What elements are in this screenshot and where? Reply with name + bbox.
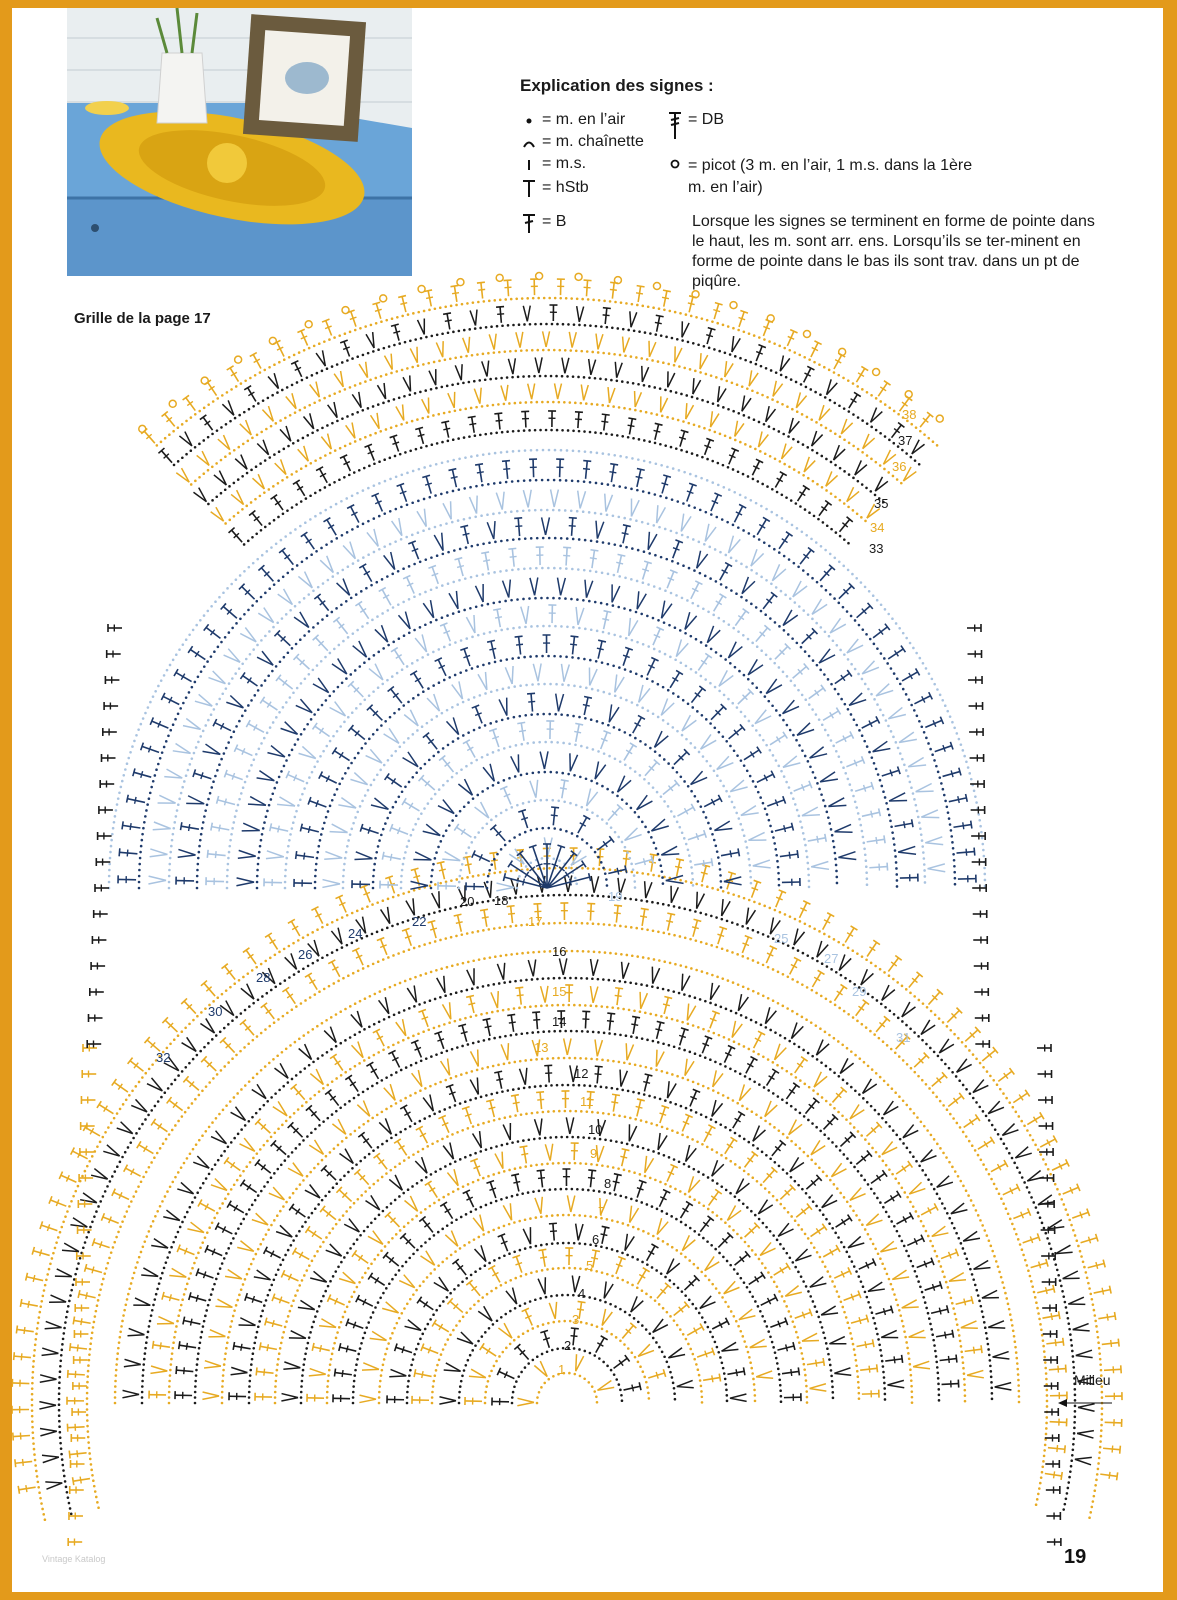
round-label: 27 xyxy=(824,951,839,966)
crochet-chart xyxy=(12,8,1163,1592)
round-label: 2 xyxy=(564,1338,572,1353)
round-label: 16 xyxy=(552,944,567,959)
round-label: 28 xyxy=(256,970,271,985)
grid-caption: Grille de la page 17 xyxy=(74,310,211,327)
round-label: 30 xyxy=(208,1004,223,1019)
watermark: Vintage Katalog xyxy=(42,1554,106,1564)
round-label: 19 xyxy=(608,889,623,904)
legend-item-ms: = m.s. xyxy=(520,154,586,174)
round-label: 11 xyxy=(580,1094,594,1109)
round-label: 24 xyxy=(348,926,363,941)
round-label: 5 xyxy=(586,1258,594,1273)
milieu-arrow-icon xyxy=(1058,1398,1114,1408)
round-label: 8 xyxy=(604,1176,612,1191)
round-label: 9 xyxy=(590,1146,598,1161)
round-label: 6 xyxy=(592,1232,600,1247)
legend-item-picot: = picot (3 m. en l’air, 1 m.s. dans la 1ère xyxy=(666,156,972,176)
round-label: 20 xyxy=(460,894,475,909)
round-label: 4 xyxy=(578,1286,586,1301)
legend-item-picot-cont: m. en l’air) xyxy=(688,179,763,196)
round-label: 29 xyxy=(852,984,867,999)
round-label: 18 xyxy=(494,893,509,908)
round-label: 34 xyxy=(870,520,885,535)
legend-title: Explication des signes : xyxy=(520,76,714,95)
round-label: 1 xyxy=(558,1362,566,1377)
pattern-page xyxy=(12,8,1163,1592)
round-label: 3 xyxy=(572,1312,580,1327)
round-label: 25 xyxy=(774,931,789,946)
legend-item-b: = B xyxy=(520,212,566,232)
round-label: 15 xyxy=(552,984,567,999)
round-label: 31 xyxy=(896,1030,911,1045)
page-number: 19 xyxy=(1064,1546,1087,1568)
round-label: 10 xyxy=(588,1122,603,1137)
round-label: 36 xyxy=(892,459,907,474)
round-label: 12 xyxy=(574,1066,589,1081)
legend-item-db: = DB xyxy=(666,110,724,140)
legend-note: Lorsque les signes se terminent en forme de pointe dans le haut, les m. sont arr. ens. Lorsqu’ils se ter-minent en forme de pointe dans le bas ils sont trav. dans un pt de piqûre. xyxy=(692,213,1095,290)
legend-item-slip: = m. chaînette xyxy=(520,132,644,152)
round-label: 22 xyxy=(412,914,427,929)
lower-motif xyxy=(12,848,1122,1546)
round-label: 38 xyxy=(902,407,917,422)
legend-item-hstb: = hStb xyxy=(520,178,589,198)
round-label: 17 xyxy=(528,914,543,929)
round-label: 14 xyxy=(552,1014,567,1029)
legend-item-chain: = m. en l’air xyxy=(520,110,625,130)
round-label: 26 xyxy=(298,947,313,962)
milieu-label: Milieu xyxy=(1074,1372,1111,1388)
round-label: 35 xyxy=(874,496,889,511)
round-label: 32 xyxy=(156,1050,171,1065)
upper-motif xyxy=(87,273,989,1048)
round-label: 13 xyxy=(534,1040,549,1055)
round-number-labels xyxy=(156,407,916,1377)
round-label: 37 xyxy=(898,433,913,448)
round-label: 33 xyxy=(869,541,884,556)
round-label: 7 xyxy=(598,1204,606,1219)
